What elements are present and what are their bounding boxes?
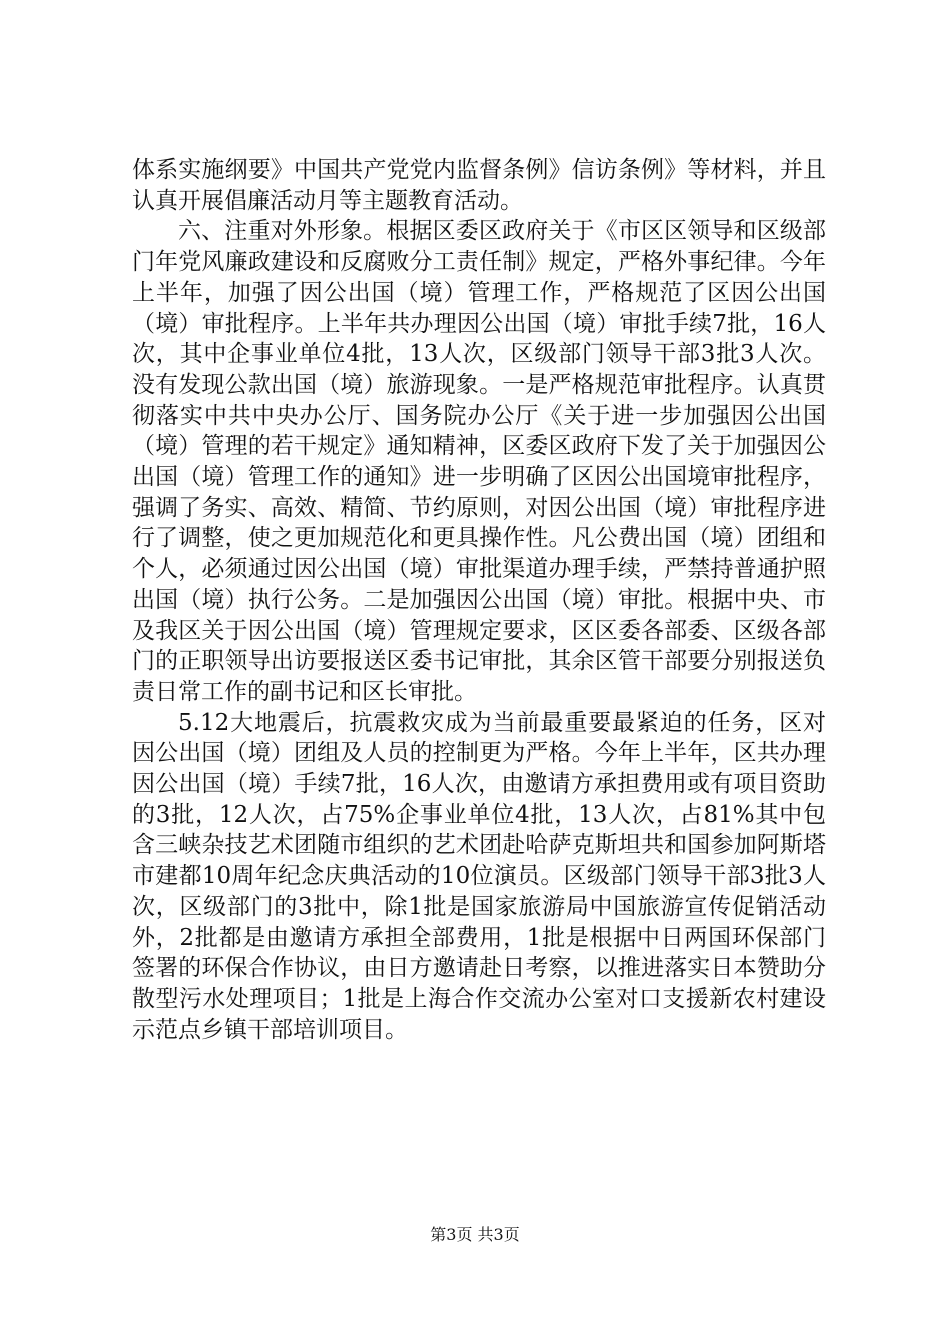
page-footer: 第3页 共3页 — [430, 1225, 520, 1244]
document-body — [132, 155, 826, 1045]
paragraph-earthquake: 5.12大地震后，抗震救灾成为当前最重要最紧迫的任务，区对因公出国（境）团组及人员的控制更为严格。今年上半年，区共办理因公出国（境）手续7批，16人次，由邀请方承担费用或有项目资助的3批，12人次，占75%企事业单位4批，13人次，占81%其中包含三峡杂技艺术团随市组织的艺术团赴哈萨克斯坦共和国参加阿斯塔市建都10周年纪念庆典活动的10位演员。区级部门领导干部3批3人次，区级部门的3批中，除1批是国家旅游局中国旅游宣传促销活动外，2批都是由邀请方承担全部费用，1批是根据中日两国环保部门签署的环保合作协议，由日方邀请赴日考察，以推进落实日本赞助分散型污水处理项目；1批是上海合作交流办公室对口支援新农村建设示范点乡镇干部培训项目。 — [132, 709, 826, 1043]
paragraph-external-image: 六、注重对外形象。根据区委区政府关于《市区区领导和区级部门年党风廉政建设和反腐败分工责任制》规定，严格外事纪律。今年上半年，加强了因公出国（境）管理工作，严格规范了区因公出国（境）审批程序。上半年共办理因公出国（境）审批手续7批，16人次，其中企事业单位4批，13人次，区级部门领导干部3批3人次。没有发现公款出国（境）旅游现象。一是严格规范审批程序。认真贯彻落实中共中央办公厅、国务院办公厅《关于进一步加强因公出国（境）管理的若干规定》通知精神，区委区政府下发了关于加强因公出国（境）管理工作的通知》进一步明确了区因公出国境审批程序，强调了务实、高效、精简、节约原则，对因公出国（境）审批程序进行了调整，使之更加规范化和更具操作性。凡公费出国（境）团组和个人，必须通过因公出国（境）审批渠道办理手续，严禁持普通护照出国（境）执行公务。二是加强因公出国（境）审批。根据中央、市及我区关于因公出国（境）管理规定要求，区区委各部委、区级各部门的正职领导出访要报送区委书记审批，其余区管干部要分别报送负责日常工作的副书记和区长审批。 — [132, 218, 826, 705]
paragraph-continuation: 体系实施纲要》中国共产党党内监督条例》信访条例》等材料，并且认真开展倡廉活动月等主题教育活动。 — [132, 157, 826, 214]
